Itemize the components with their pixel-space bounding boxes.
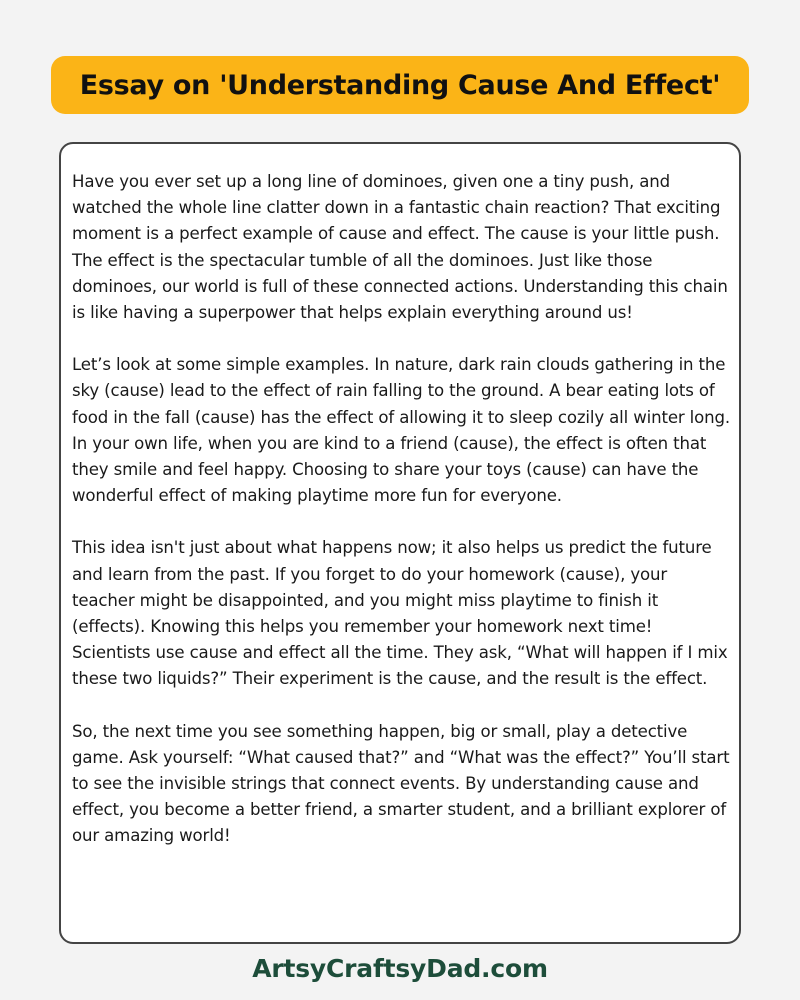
page-title: Essay on 'Understanding Cause And Effect' xyxy=(79,69,721,101)
essay-paragraph-3: This idea isn't just about what happens now; it also helps us predict the future and learn from the past. If you forget to do your homework (cause), your teacher might be disappointed, and you might miss playtime to finish it (effects). Knowing this helps you remember your homework next time! Scientists use cause and effect all the time. They ask, “What will happen if I mix these two liquids?” Their experiment is the cause, and the result is the effect. xyxy=(72,538,728,689)
essay-paragraph-2: Let’s look at some simple examples. In nature, dark rain clouds gathering in the sky (cause) lead to the effect of rain falling to the ground. A bear eating lots of food in the fall (cause) has the effect of allowing it to sleep cozily all winter long. In your own life, when you are kind to a friend (cause), the effect is often that they smile and feel happy. Choosing to share your toys (cause) can have the wonderful effect of making playtime more fun for everyone. xyxy=(72,355,731,506)
essay-card xyxy=(59,142,741,944)
footer-site-name: ArtsyCraftsyDad.com xyxy=(252,954,548,983)
essay-paragraph-4: So, the next time you see something happen, big or small, play a detective game. Ask yourself: “What caused that?” and “What was the effect?” You’ll start to see the invisible strings that connect events. By understanding cause and effect, you become a better friend, a smarter student, and a brilliant explorer of our amazing world! xyxy=(72,721,730,846)
essay-paragraph-1: Have you ever set up a long line of dominoes, given one a tiny push, and watched the whole line clatter down in a fantastic chain reaction? That exciting moment is a perfect example of cause and effect. The cause is your little push. The effect is the spectacular tumble of all the dominoes. Just like those dominoes, our world is full of these connected actions. Understanding this chain is like having a superpower that helps explain everything around us! xyxy=(72,172,728,323)
title-banner xyxy=(51,56,749,114)
